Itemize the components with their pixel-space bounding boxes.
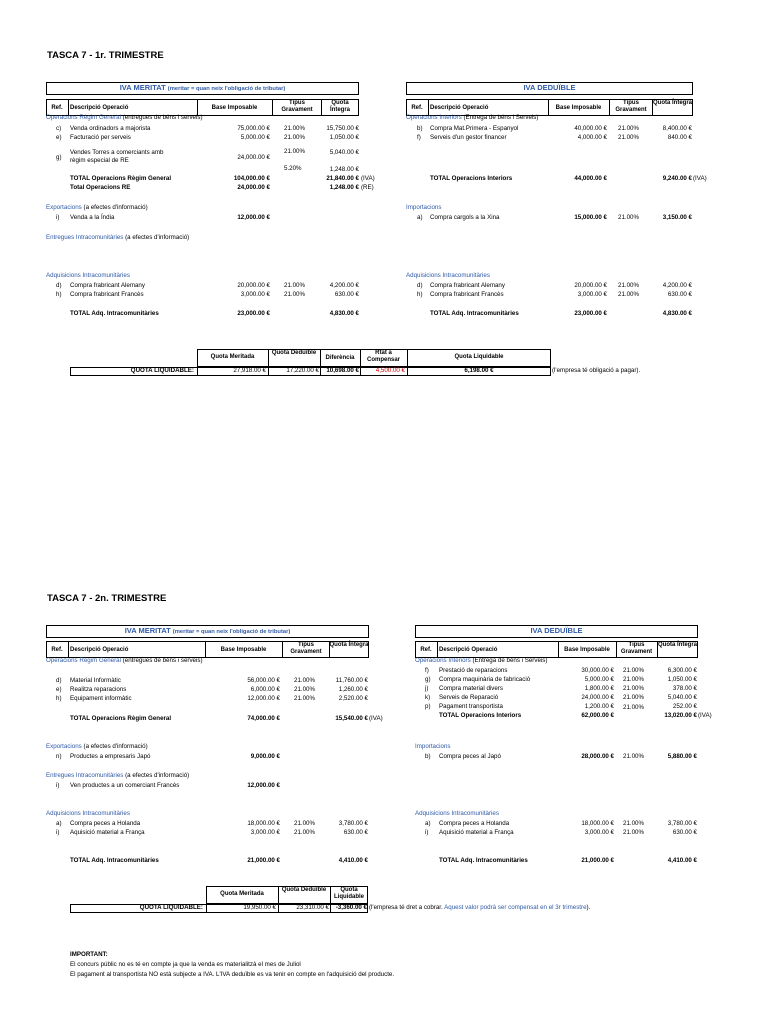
adq-total-base: 21,000.00 € bbox=[581, 857, 614, 864]
row-desc: Venda a la Índia bbox=[70, 214, 115, 221]
row-base: 3,000.00 € bbox=[577, 291, 607, 298]
total-general-suffix: (IVA) bbox=[361, 175, 375, 182]
adq-total-label: TOTAL Adq. Intracomunitàries bbox=[70, 310, 159, 317]
sec-importacions-t1: Importacions bbox=[406, 204, 442, 211]
row-base: 75,000.00 € bbox=[237, 125, 270, 132]
row-quota: 252.00 € bbox=[672, 703, 697, 710]
row-quota: 3,780.00 € bbox=[338, 820, 368, 827]
row-tipus: 21.00% bbox=[618, 214, 639, 221]
adq-total-quota: 4,830.00 € bbox=[329, 310, 359, 317]
deduible-title: IVA DEDUÏBLE bbox=[530, 626, 583, 635]
row-ref: h) bbox=[56, 291, 62, 298]
adq-total-label: TOTAL Adq. Intracomunitàries bbox=[430, 310, 519, 317]
adq-total-base: 23,000.00 € bbox=[574, 310, 607, 317]
adq-total-quota: 4,410.00 € bbox=[667, 857, 697, 864]
row-desc: Compra frabricant Alemany bbox=[430, 282, 505, 289]
row-ref: i) bbox=[56, 782, 60, 789]
sec-importacions-t2: Importacions bbox=[415, 743, 451, 750]
row-base: 12,000.00 € bbox=[247, 782, 280, 789]
row-ref: d) bbox=[56, 677, 62, 684]
row-quota: 378.00 € bbox=[672, 685, 697, 692]
header-quota: Quota Íntegra bbox=[329, 100, 350, 113]
row-ref: d) bbox=[56, 282, 62, 289]
row-desc: Realitza reparacions bbox=[70, 686, 127, 693]
row-ref: i) bbox=[425, 829, 429, 836]
row-ref: e) bbox=[56, 134, 62, 141]
sec-adq-t1-ded: Adquisicions Intracomunitàries bbox=[406, 272, 490, 279]
row-base: 20,000.00 € bbox=[574, 282, 607, 289]
row-ref: a) bbox=[417, 214, 423, 221]
total-interiors-suffix: (IVA) bbox=[693, 175, 707, 182]
sec-adq-t1: Adquisicions Intracomunitàries bbox=[46, 272, 130, 279]
row-quota: 4,200.00 € bbox=[329, 282, 359, 289]
row-tipus: 21.00% bbox=[284, 134, 305, 141]
sec-adq-t2-ded: Adquisicions Intracomunitàries bbox=[415, 810, 499, 817]
row-desc: Vendes Torres a comerciants amb bbox=[70, 149, 164, 156]
sec-interiors-t2: Operacions Interiors (Entrega de béns i Serveis) bbox=[415, 657, 548, 664]
row-quota: 1,050.00 € bbox=[667, 676, 697, 683]
row-desc: Facturació per serveis bbox=[70, 134, 131, 141]
row-base: 18,000.00 € bbox=[247, 820, 280, 827]
total-interiors-base: 62,000.00 € bbox=[581, 712, 614, 719]
quota-deduible-value: 17,220.00 € bbox=[286, 367, 319, 374]
header-rtat-compensar: Rtat a Compensar bbox=[366, 350, 400, 363]
header-ref: Ref. bbox=[51, 105, 63, 111]
row-tipus: 21.00% bbox=[294, 677, 315, 684]
row-quota: 630.00 € bbox=[334, 291, 359, 298]
row-tipus: 21.00% bbox=[284, 291, 305, 298]
total-interiors-quota: 9,240.00 € bbox=[662, 175, 692, 182]
row-tipus: 21.00% bbox=[623, 685, 644, 692]
total-general-label: TOTAL Operacions Règim General bbox=[70, 715, 172, 722]
row-tipus: 21.00% bbox=[618, 134, 639, 141]
quota-deduible-value: 23,310.00 € bbox=[296, 904, 329, 911]
row-desc: Aquisició material a França bbox=[439, 829, 514, 836]
row-desc: Compra peces al Japó bbox=[439, 753, 501, 760]
header-quota-liquidable: Quota Liquidable bbox=[334, 887, 364, 900]
row-ref: h) bbox=[56, 695, 62, 702]
row-base: 3,000.00 € bbox=[240, 291, 270, 298]
header-quota-meritada: Quota Meritada bbox=[210, 354, 255, 360]
liquid-note-t1: (l'empresa té obligació a pagar). bbox=[552, 367, 641, 374]
row-tipus: 21.00% bbox=[623, 676, 644, 683]
sec-general-t2: Operacions Règim General (entregues de béns i serveis) bbox=[46, 657, 203, 664]
row-tipus: 21.00% bbox=[618, 282, 639, 289]
row-quota: 2,520.00 € bbox=[338, 695, 368, 702]
row-base: 6,000.00 € bbox=[250, 686, 280, 693]
row-tipus: 21.00% bbox=[294, 829, 315, 836]
row-base: 56,000.00 € bbox=[247, 677, 280, 684]
row-ref: i) bbox=[56, 829, 60, 836]
row-desc: Productes a empresaris Japó bbox=[70, 753, 151, 760]
total-general-quota: 21,840.00 € bbox=[326, 175, 359, 182]
row-quota: 3,150.00 € bbox=[662, 214, 692, 221]
row-base: 12,000.00 € bbox=[237, 214, 270, 221]
header-desc: Descripció Operació bbox=[70, 105, 129, 111]
row-tipus: 21.00% bbox=[618, 125, 639, 132]
row-ref: a) bbox=[425, 820, 431, 827]
row-tipus: 21.00% bbox=[294, 820, 315, 827]
row-ref: h) bbox=[417, 291, 423, 298]
row-base: 4,000.00 € bbox=[577, 134, 607, 141]
sec-exportacions-t1: Exportacions (a efectes d'informació) bbox=[46, 204, 148, 211]
row-ref: d) bbox=[417, 282, 423, 289]
sec-interiors-t1: Operacions Interiors (Entrega de béns i Serveis) bbox=[406, 114, 539, 121]
header-base: Base Imposable bbox=[564, 647, 610, 653]
row-ref: c) bbox=[56, 125, 62, 132]
row-base: 24,000.00 € bbox=[237, 154, 270, 161]
diferencia-value: 10,698.00 € bbox=[326, 367, 359, 374]
row-base: 20,000.00 € bbox=[237, 282, 270, 289]
row-quota: 15,750.00 € bbox=[326, 125, 359, 132]
adq-total-label: TOTAL Adq. Intracomunitàries bbox=[70, 857, 159, 864]
row-desc: Compra material divers bbox=[439, 685, 503, 692]
row-desc: Ven productes a un comerciant Francès bbox=[70, 782, 180, 789]
row-desc: Compra cargols a la Xina bbox=[430, 214, 500, 221]
row-base: 5,000.00 € bbox=[584, 676, 614, 683]
row-ref: a) bbox=[56, 820, 62, 827]
important-line-2: El pagament al transportista NO està subjecte a IVA. L'IVA deduïble es va tenir en compte en l'adquisició del producte. bbox=[70, 971, 395, 978]
header-desc: Descripció Operació bbox=[439, 647, 498, 653]
header-ref: Ref. bbox=[411, 105, 423, 111]
row-quota: 3,780.00 € bbox=[667, 820, 697, 827]
row-base: 1,200.00 € bbox=[584, 703, 614, 710]
quota-meritada-value: 19,950.00 € bbox=[243, 904, 276, 911]
row-tipus: 21.00% bbox=[284, 282, 305, 289]
row-quota: 11,760.00 € bbox=[335, 677, 368, 684]
adq-total-base: 23,000.00 € bbox=[237, 310, 270, 317]
section-title-t1: TASCA 7 - 1r. TRIMESTRE bbox=[47, 50, 164, 61]
total-interiors-label: TOTAL Operacions Interiors bbox=[430, 175, 513, 182]
row-desc: Serveis d'un gestor financer bbox=[430, 134, 507, 141]
row-quota: 6,300.00 € bbox=[667, 667, 697, 674]
row-desc: Prestació de reparacions bbox=[439, 667, 508, 674]
total-general-label: TOTAL Operacions Règim General bbox=[70, 175, 172, 182]
row-tipus: 21.00% bbox=[623, 829, 644, 836]
quota-liquidable-value: -3,360.00 € bbox=[335, 904, 367, 911]
row-tipus: 21.00% bbox=[284, 148, 305, 155]
row-quota: 630.00 € bbox=[667, 291, 692, 298]
row-desc: règim especial de RE bbox=[70, 157, 129, 164]
row-desc: Equipament informàtic bbox=[70, 695, 132, 702]
row-tipus: 21.00% bbox=[294, 686, 315, 693]
header-tipus: Tipus Gravament bbox=[620, 642, 653, 655]
row-quota: 630.00 € bbox=[343, 829, 368, 836]
row-desc: Venda ordinadors a majorista bbox=[70, 125, 151, 132]
important-heading: IMPORTANT: bbox=[70, 951, 108, 958]
row-base: 3,000.00 € bbox=[584, 829, 614, 836]
row-base: 28,000.00 € bbox=[581, 753, 614, 760]
total-re-base: 24,000.00 € bbox=[237, 184, 270, 191]
row-desc: Compra frabricant Francès bbox=[70, 291, 144, 298]
row-quota: 5,040.00 € bbox=[329, 149, 359, 156]
row-desc: Material Informàtic bbox=[70, 677, 121, 684]
row-base: 40,000.00 € bbox=[574, 125, 607, 132]
row-base: 24,000.00 € bbox=[581, 694, 614, 701]
row-quota: 8,400.00 € bbox=[662, 125, 692, 132]
row-base: 5,000.00 € bbox=[240, 134, 270, 141]
row-ref: k) bbox=[425, 694, 431, 701]
header-desc: Descripció Operació bbox=[70, 647, 129, 653]
row-base: 18,000.00 € bbox=[581, 820, 614, 827]
meritat-title: IVA MERITAT (meritar = quan neix l'obligació de tributar) bbox=[124, 626, 291, 635]
row-quota: 5,880.00 € bbox=[667, 753, 697, 760]
total-general-quota: 15,540.00 € bbox=[335, 715, 368, 722]
row-ref: b) bbox=[417, 125, 423, 132]
row-desc: Aquisició material a França bbox=[70, 829, 145, 836]
row-tipus: 21.00% bbox=[623, 820, 644, 827]
deduible-title: IVA DEDUÏBLE bbox=[523, 83, 576, 92]
adq-total-base: 21,000.00 € bbox=[247, 857, 280, 864]
quota-meritada-value: 27,918.00 € bbox=[233, 367, 266, 374]
row-ref: i) bbox=[56, 214, 60, 221]
header-quota-deduible: Quota Deduïble bbox=[271, 350, 317, 356]
sec-entregues-t1: Entregues Intracomunitàries (a efectes d'informació) bbox=[46, 234, 190, 241]
total-general-base: 104,000.00 € bbox=[233, 175, 270, 182]
liquid-note-t2: (l'empresa té dret a cobrar. Aquest valor podrà ser compensat en el 3r trimestre). bbox=[369, 904, 591, 911]
row-tipus: 21.00% bbox=[623, 753, 644, 760]
row-base: 12,000.00 € bbox=[247, 695, 280, 702]
header-ref: Ref. bbox=[51, 647, 63, 653]
header-tipus: Tipus Gravament bbox=[281, 100, 313, 113]
row-tipus: 21.00% bbox=[294, 695, 315, 702]
row-ref: g) bbox=[425, 676, 431, 683]
row-ref: f) bbox=[417, 134, 421, 141]
row-quota: 4,200.00 € bbox=[662, 282, 692, 289]
row-desc: Compra Mat.Primera - Espanyol bbox=[430, 125, 519, 132]
row-base: 3,000.00 € bbox=[250, 829, 280, 836]
header-tipus: Tipus Gravament bbox=[615, 100, 647, 113]
row-quota: 1,248.00 € bbox=[329, 166, 359, 173]
row-base: 30,000.00 € bbox=[581, 667, 614, 674]
header-base: Base Imposable bbox=[211, 105, 258, 111]
sec-entregues-t2: Entregues Intracomunitàries (a efectes d'informació) bbox=[46, 772, 190, 779]
row-tipus: 21.00% bbox=[623, 704, 644, 711]
header-quota-meritada: Quota Meritada bbox=[220, 891, 264, 897]
total-general-suffix: (IVA) bbox=[369, 715, 383, 722]
row-tipus: 21.00% bbox=[623, 667, 644, 674]
row-ref: j) bbox=[425, 685, 429, 692]
row-base: 1,800.00 € bbox=[584, 685, 614, 692]
total-re-suffix: (RE) bbox=[361, 184, 374, 191]
row-desc: Pagament transportista bbox=[439, 703, 503, 710]
header-base: Base Imposable bbox=[555, 105, 602, 111]
row-desc: Compra maquinària de fabricació bbox=[439, 676, 531, 683]
header-tipus: Tipus Gravament bbox=[290, 642, 322, 655]
meritat-title: IVA MERITAT (meritar = quan neix l'obligació de tributar) bbox=[119, 83, 286, 92]
row-ref: n) bbox=[56, 753, 62, 760]
quota-liquidable-label: QUOTA LIQUIDABLE: bbox=[139, 904, 203, 911]
total-general-base: 74,000.00 € bbox=[247, 715, 280, 722]
sec-adq-t2: Adquisicions Intracomunitàries bbox=[46, 810, 130, 817]
total-re-quota: 1,248.00 € bbox=[329, 184, 359, 191]
adq-total-quota: 4,830.00 € bbox=[662, 310, 692, 317]
header-quota-deduible: Quota Deduïble bbox=[281, 887, 327, 893]
section-title-t2: TASCA 7 - 2n. TRIMESTRE bbox=[47, 593, 167, 604]
header-quota: Quota Íntegra bbox=[657, 642, 697, 648]
adq-total-label: TOTAL Adq. Intracomunitàries bbox=[439, 857, 528, 864]
header-quota-liquidable: Quota Liquidable bbox=[454, 354, 504, 360]
total-interiors-base: 44,000.00 € bbox=[574, 175, 607, 182]
row-ref: p) bbox=[425, 703, 431, 710]
row-tipus: 5.20% bbox=[284, 165, 302, 172]
row-desc: Compra peces a Holanda bbox=[70, 820, 141, 827]
row-tipus: 21.00% bbox=[623, 694, 644, 701]
header-desc: Descripció Operació bbox=[430, 105, 489, 111]
total-re-label: Total Operacions RE bbox=[70, 184, 131, 191]
row-tipus: 21.00% bbox=[284, 125, 305, 132]
row-quota: 5,040.00 € bbox=[667, 694, 697, 701]
sec-general-t1: Operacions Règim General (entregues de béns i serveis) bbox=[46, 114, 203, 121]
header-ref: Ref. bbox=[420, 647, 432, 653]
row-quota: 1,260.00 € bbox=[338, 686, 368, 693]
row-desc: Compra frabricant Alemany bbox=[70, 282, 145, 289]
quota-liquidable-value: 6,198.00 € bbox=[464, 367, 494, 374]
total-interiors-label: TOTAL Operacions Interiors bbox=[439, 712, 522, 719]
row-ref: b) bbox=[425, 753, 431, 760]
row-quota: 1,050.00 € bbox=[329, 134, 359, 141]
total-interiors-suffix: (IVA) bbox=[698, 712, 712, 719]
row-tipus: 21.00% bbox=[618, 291, 639, 298]
header-quota: Quota Íntegra bbox=[652, 100, 692, 106]
row-desc: Compra peces a Holanda bbox=[439, 820, 510, 827]
header-quota: Quota Íntegra bbox=[329, 642, 369, 648]
row-ref: f) bbox=[425, 667, 429, 674]
rtat-compensar-value: 4,500.00 € bbox=[375, 367, 405, 374]
sec-exportacions-t2: Exportacions (a efectes d'informació) bbox=[46, 743, 148, 750]
row-ref: e) bbox=[56, 686, 62, 693]
adq-total-quota: 4,410.00 € bbox=[338, 857, 368, 864]
important-line-1: El concurs públic no es té en compte ja que la venda es materialitzà el mes de Juliol bbox=[70, 961, 301, 968]
row-quota: 840.00 € bbox=[667, 134, 692, 141]
row-desc: Compra frabricant Francès bbox=[430, 291, 504, 298]
quota-liquidable-label: QUOTA LIQUIDABLE: bbox=[130, 367, 194, 374]
header-base: Base Imposable bbox=[220, 647, 267, 653]
row-ref: g) bbox=[56, 154, 62, 161]
row-quota: 630.00 € bbox=[672, 829, 697, 836]
row-base: 9,000.00 € bbox=[250, 753, 280, 760]
total-interiors-quota: 13,020.00 € bbox=[664, 712, 697, 719]
row-desc: Serveis de Reparació bbox=[439, 694, 499, 701]
header-diferencia: Diferència bbox=[325, 355, 355, 361]
row-base: 15,000.00 € bbox=[574, 214, 607, 221]
